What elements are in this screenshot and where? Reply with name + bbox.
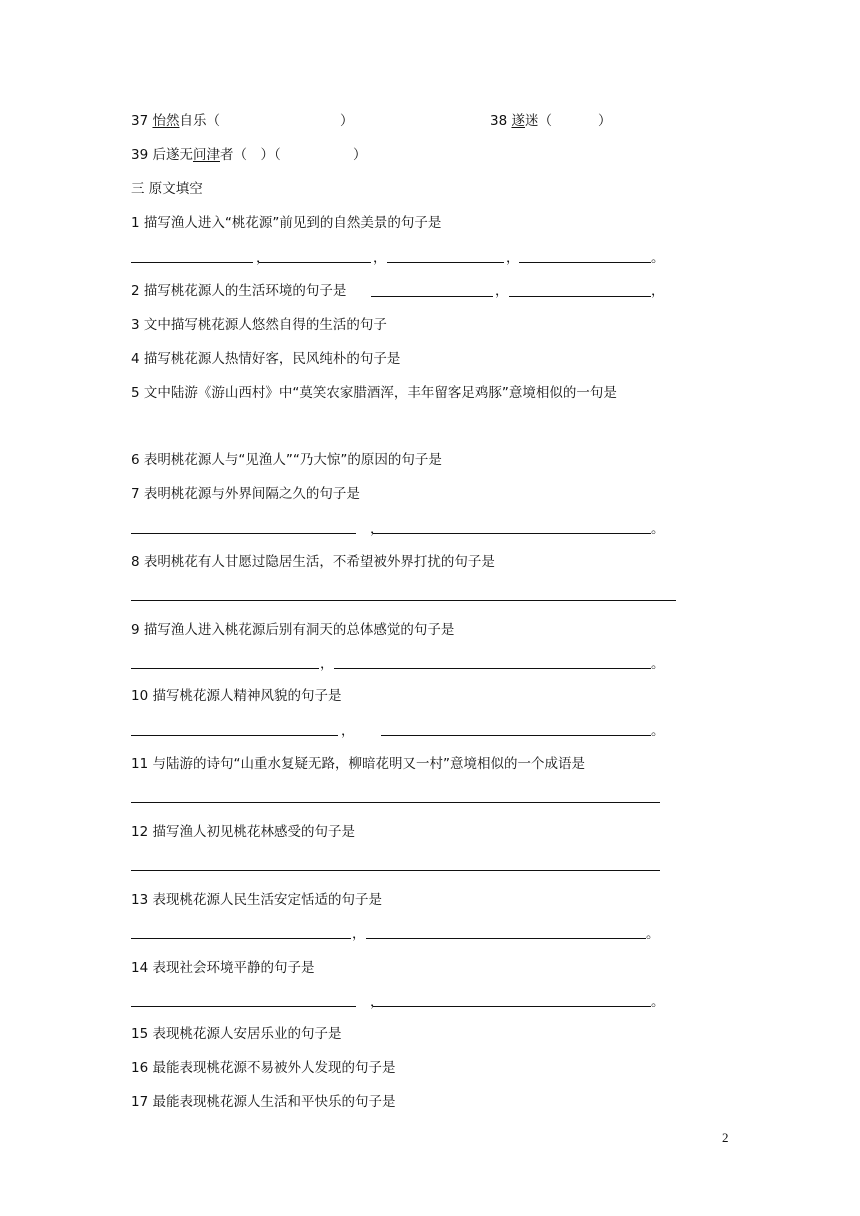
answer-blank[interactable] — [366, 938, 646, 939]
question-16: 16 最能表现桃花源不易被外人发现的句子是 — [131, 1060, 396, 1076]
answer-blank[interactable] — [519, 262, 651, 263]
answer-blank[interactable] — [131, 870, 660, 871]
answer-blank[interactable] — [259, 262, 371, 263]
question-10: 10 描写桃花源人精神风貌的句子是 — [131, 688, 342, 704]
section-title: 三 原文填空 — [131, 181, 203, 197]
answer-blank[interactable] — [373, 1006, 651, 1007]
vocab-item-39: 39 后遂无问津者（ ）（ — [131, 147, 281, 163]
answer-blank[interactable] — [131, 938, 351, 939]
question-11: 11 与陆游的诗句“山重水复疑无路，柳暗花明又一村”意境相似的一个成语是 — [131, 756, 585, 772]
answer-blank[interactable] — [131, 802, 660, 803]
question-6: 6 表明桃花源人与“见渔人”“乃大惊”的原因的句子是 — [131, 452, 442, 468]
vocab-item-38: 38 遂迷（ — [490, 113, 552, 129]
question-8: 8 表明桃花有人甘愿过隐居生活，不希望被外界打扰的句子是 — [131, 554, 495, 570]
answer-blank[interactable] — [509, 296, 651, 297]
question-2: 2 描写桃花源人的生活环境的句子是 — [131, 283, 347, 299]
page-number: 2 — [722, 1130, 729, 1145]
answer-blank[interactable] — [131, 668, 319, 669]
question-5: 5 文中陆游《游山西村》中“莫笑农家腊酒浑，丰年留客足鸡豚”意境相似的一句是 — [131, 385, 617, 401]
answer-blank[interactable] — [131, 533, 356, 534]
vocab-word: 问津 — [192, 147, 220, 163]
vocab-word: 遂 — [511, 113, 525, 129]
question-12: 12 描写渔人初见桃花林感受的句子是 — [131, 824, 355, 840]
paren-close: ） — [598, 113, 612, 129]
document-page: 37 怡然自乐（ ） 38 遂迷（ ） 39 后遂无问津者（ ）（ ） 三 原文填空 1 描写渔人进入“桃花源”前见到的自然美景的句子是 ， ， ， 。 2 描写桃花源人的生活环境的句子是 ， ， 3 文中描写桃花源人悠然自得的生活的句子 4 描写桃花源人热情好客，民风纯朴的句子是 5 文中陆游《游山西村》中“莫笑农家腊酒浑，丰年留客足鸡豚”意境相似的一句是 6 表明桃花源人与“见渔人”“乃大惊”的原因的句子是 7 表明桃花源与外界间隔之久的句子是 ， 。 8 表明桃花有人甘愿过隐居生活，不希望被外界打扰的句子是 9 描写渔人进入桃花源后别有洞天的总体感觉的句子是 ， 。 10 描写桃花源人精神风貌的句子是 ， 。 11 与陆游的诗句“山重水复疑无路，柳暗花明又一村”意境相似的一个成语是 12 描写渔人初见桃花林感受的句子是 13 表现桃花源人民生活安定恬适的句子是 ， 。 14 表现社会环境平静的句子是 ， 。 15 表现桃花源人安居乐业的句子是 16 最能表现桃花源不易被外人发现的句子是 17 最能表现桃花源人生活和平快乐的句子是 2 — [131, 113, 729, 1145]
paren-close: ） — [353, 147, 367, 163]
question-9: 9 描写渔人进入桃花源后别有洞天的总体感觉的句子是 — [131, 622, 455, 638]
question-13: 13 表现桃花源人民生活安定恬适的句子是 — [131, 892, 382, 908]
answer-blank[interactable] — [131, 600, 676, 601]
answer-blank[interactable] — [373, 533, 651, 534]
vocab-item-37: 37 怡然自乐（ — [131, 113, 220, 129]
question-1: 1 描写渔人进入“桃花源”前见到的自然美景的句子是 — [131, 215, 442, 231]
vocab-word: 怡然 — [152, 113, 180, 129]
answer-blank[interactable] — [131, 735, 338, 736]
paren-close: ） — [340, 113, 354, 129]
question-4: 4 描写桃花源人热情好客，民风纯朴的句子是 — [131, 351, 401, 367]
answer-blank[interactable] — [131, 262, 253, 263]
question-3: 3 文中描写桃花源人悠然自得的生活的句子 — [131, 317, 387, 333]
answer-blank[interactable] — [387, 262, 504, 263]
question-14: 14 表现社会环境平静的句子是 — [131, 960, 315, 976]
answer-blank[interactable] — [334, 668, 651, 669]
question-15: 15 表现桃花源人安居乐业的句子是 — [131, 1026, 342, 1042]
answer-blank[interactable] — [131, 1006, 356, 1007]
question-17: 17 最能表现桃花源人生活和平快乐的句子是 — [131, 1094, 396, 1110]
answer-blank[interactable] — [371, 296, 493, 297]
answer-blank[interactable] — [381, 735, 651, 736]
question-7: 7 表明桃花源与外界间隔之久的句子是 — [131, 486, 360, 502]
